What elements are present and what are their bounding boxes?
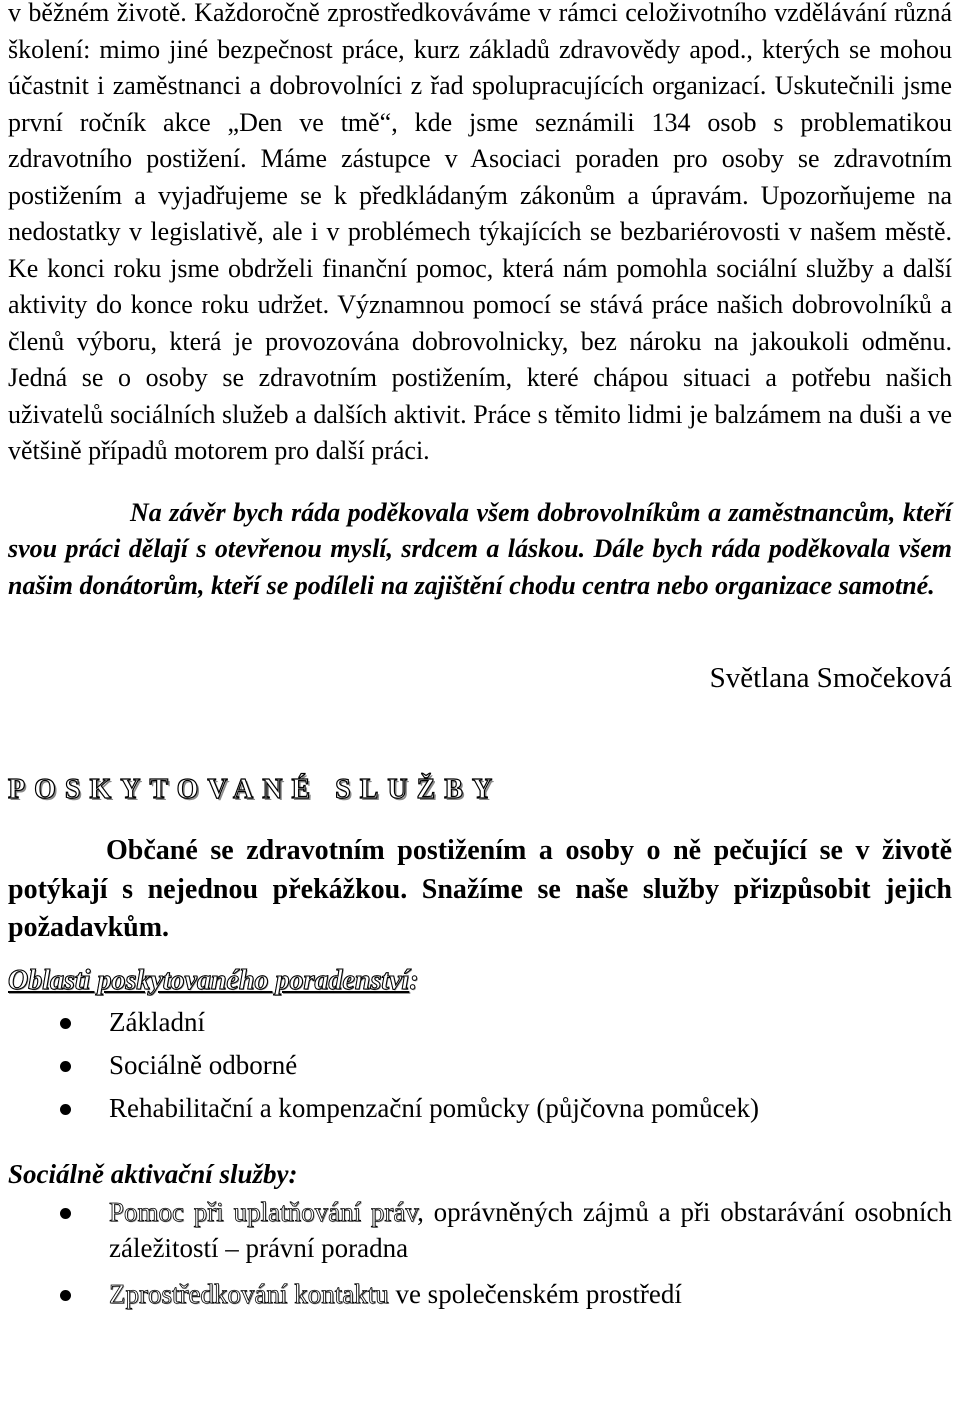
intro-sentence: Významnou pomocí se stává práce našich dobrovolníků a členů výboru, která je provozována dobrovolnicky, bez nároku na jakoukoli odměnu. xyxy=(8,290,953,356)
counseling-list xyxy=(8,1001,952,1130)
activation-list xyxy=(8,1194,952,1312)
list-item xyxy=(8,1276,952,1312)
counseling-heading-text: Oblasti poskytovaného poradenství xyxy=(8,964,410,996)
services-section-title: POSKYTOVANÉ SLUŽBY xyxy=(8,774,502,805)
intro-sentence: v běžném životě. Každoročně zprostředkováváme v rámci celoživotního vzdělávání různá školení: mimo jiné bezpečnost práce, kurz základů zdravovědy apod., kterých se mohou účastnit i zaměstnanci a dobrovolníci z řad spolupracujících organizací. xyxy=(8,0,952,100)
bullet-icon xyxy=(60,1061,71,1072)
intro-sentence: Upozorňujeme na nedostatky v legislativě, ale i v problémech týkajících se bezbariérovosti v našem městě. xyxy=(8,180,952,246)
bullet-icon xyxy=(60,1208,71,1219)
bullet-icon xyxy=(60,1104,71,1115)
bullet-icon xyxy=(60,1290,71,1301)
intro-sentence: Máme zástupce v Asociaci poraden pro osoby se zdravotním postižením a vyjadřujeme se k předkládaným zákonům a úpravám. xyxy=(8,144,952,210)
intro-sentence: Ke konci roku jsme obdrželi finanční pomoc, která nám pomohla sociální služby a další aktivity do konce roku udržet. xyxy=(8,253,952,319)
list-item-label: Rehabilitační a kompenzační pomůcky (půjčovna pomůcek) xyxy=(109,1092,760,1123)
activation-heading: Sociálně aktivační služby: xyxy=(8,1158,298,1189)
signature: Světlana Smočeková xyxy=(709,662,952,694)
list-item-label: Základní xyxy=(109,1006,205,1037)
list-item xyxy=(8,1001,952,1044)
counseling-heading-colon: : xyxy=(409,964,419,996)
intro-sentence: Práce s těmito lidmi je balzámem na duši a ve většině případů motorem pro další práci. xyxy=(8,399,952,465)
intro-sentence: Jedná se o osoby se zdravotním postižením, které chápou situaci a potřebu našich uživatelů sociálních služeb a dalších aktivit. xyxy=(8,363,952,429)
list-item xyxy=(8,1194,952,1266)
list-item-highlight: Zprostředkování kontaktu xyxy=(109,1278,389,1309)
thanks-paragraph: Na závěr bych ráda poděkovala všem dobrovolníkům a zaměstnancům, kteří svou práci dělají s otevřenou myslí, srdcem a láskou. Dále bych ráda poděkovala všem našim donátorům, kteří se podíleli na zajištění chodu centra nebo organizace samotné. xyxy=(8,497,952,600)
intro-paragraph xyxy=(8,0,952,470)
bullet-icon xyxy=(60,1018,71,1029)
services-lead-paragraph: Občané se zdravotním postižením a osoby o ně pečující se v životě potýkají s nejednou překážkou. Snažíme se naše služby přizpůsobit jejich požadavkům. xyxy=(8,835,952,943)
counseling-heading xyxy=(8,961,952,1001)
list-item xyxy=(8,1087,952,1130)
list-item xyxy=(8,1044,952,1087)
list-item-highlight: Pomoc při uplatňování práv xyxy=(109,1196,418,1227)
list-item-label: , oprávněných zájmů a při obstarávání osobních záležitostí – právní poradna xyxy=(109,1196,952,1263)
list-item-label: Sociálně odborné xyxy=(109,1049,298,1080)
list-item-label: ve společenském prostředí xyxy=(388,1278,682,1309)
intro-sentence: Uskutečnili jsme první ročník akce „Den ve tmě“, kde jsme seznámili 134 osob s problematikou zdravotního postižení. xyxy=(8,71,953,173)
